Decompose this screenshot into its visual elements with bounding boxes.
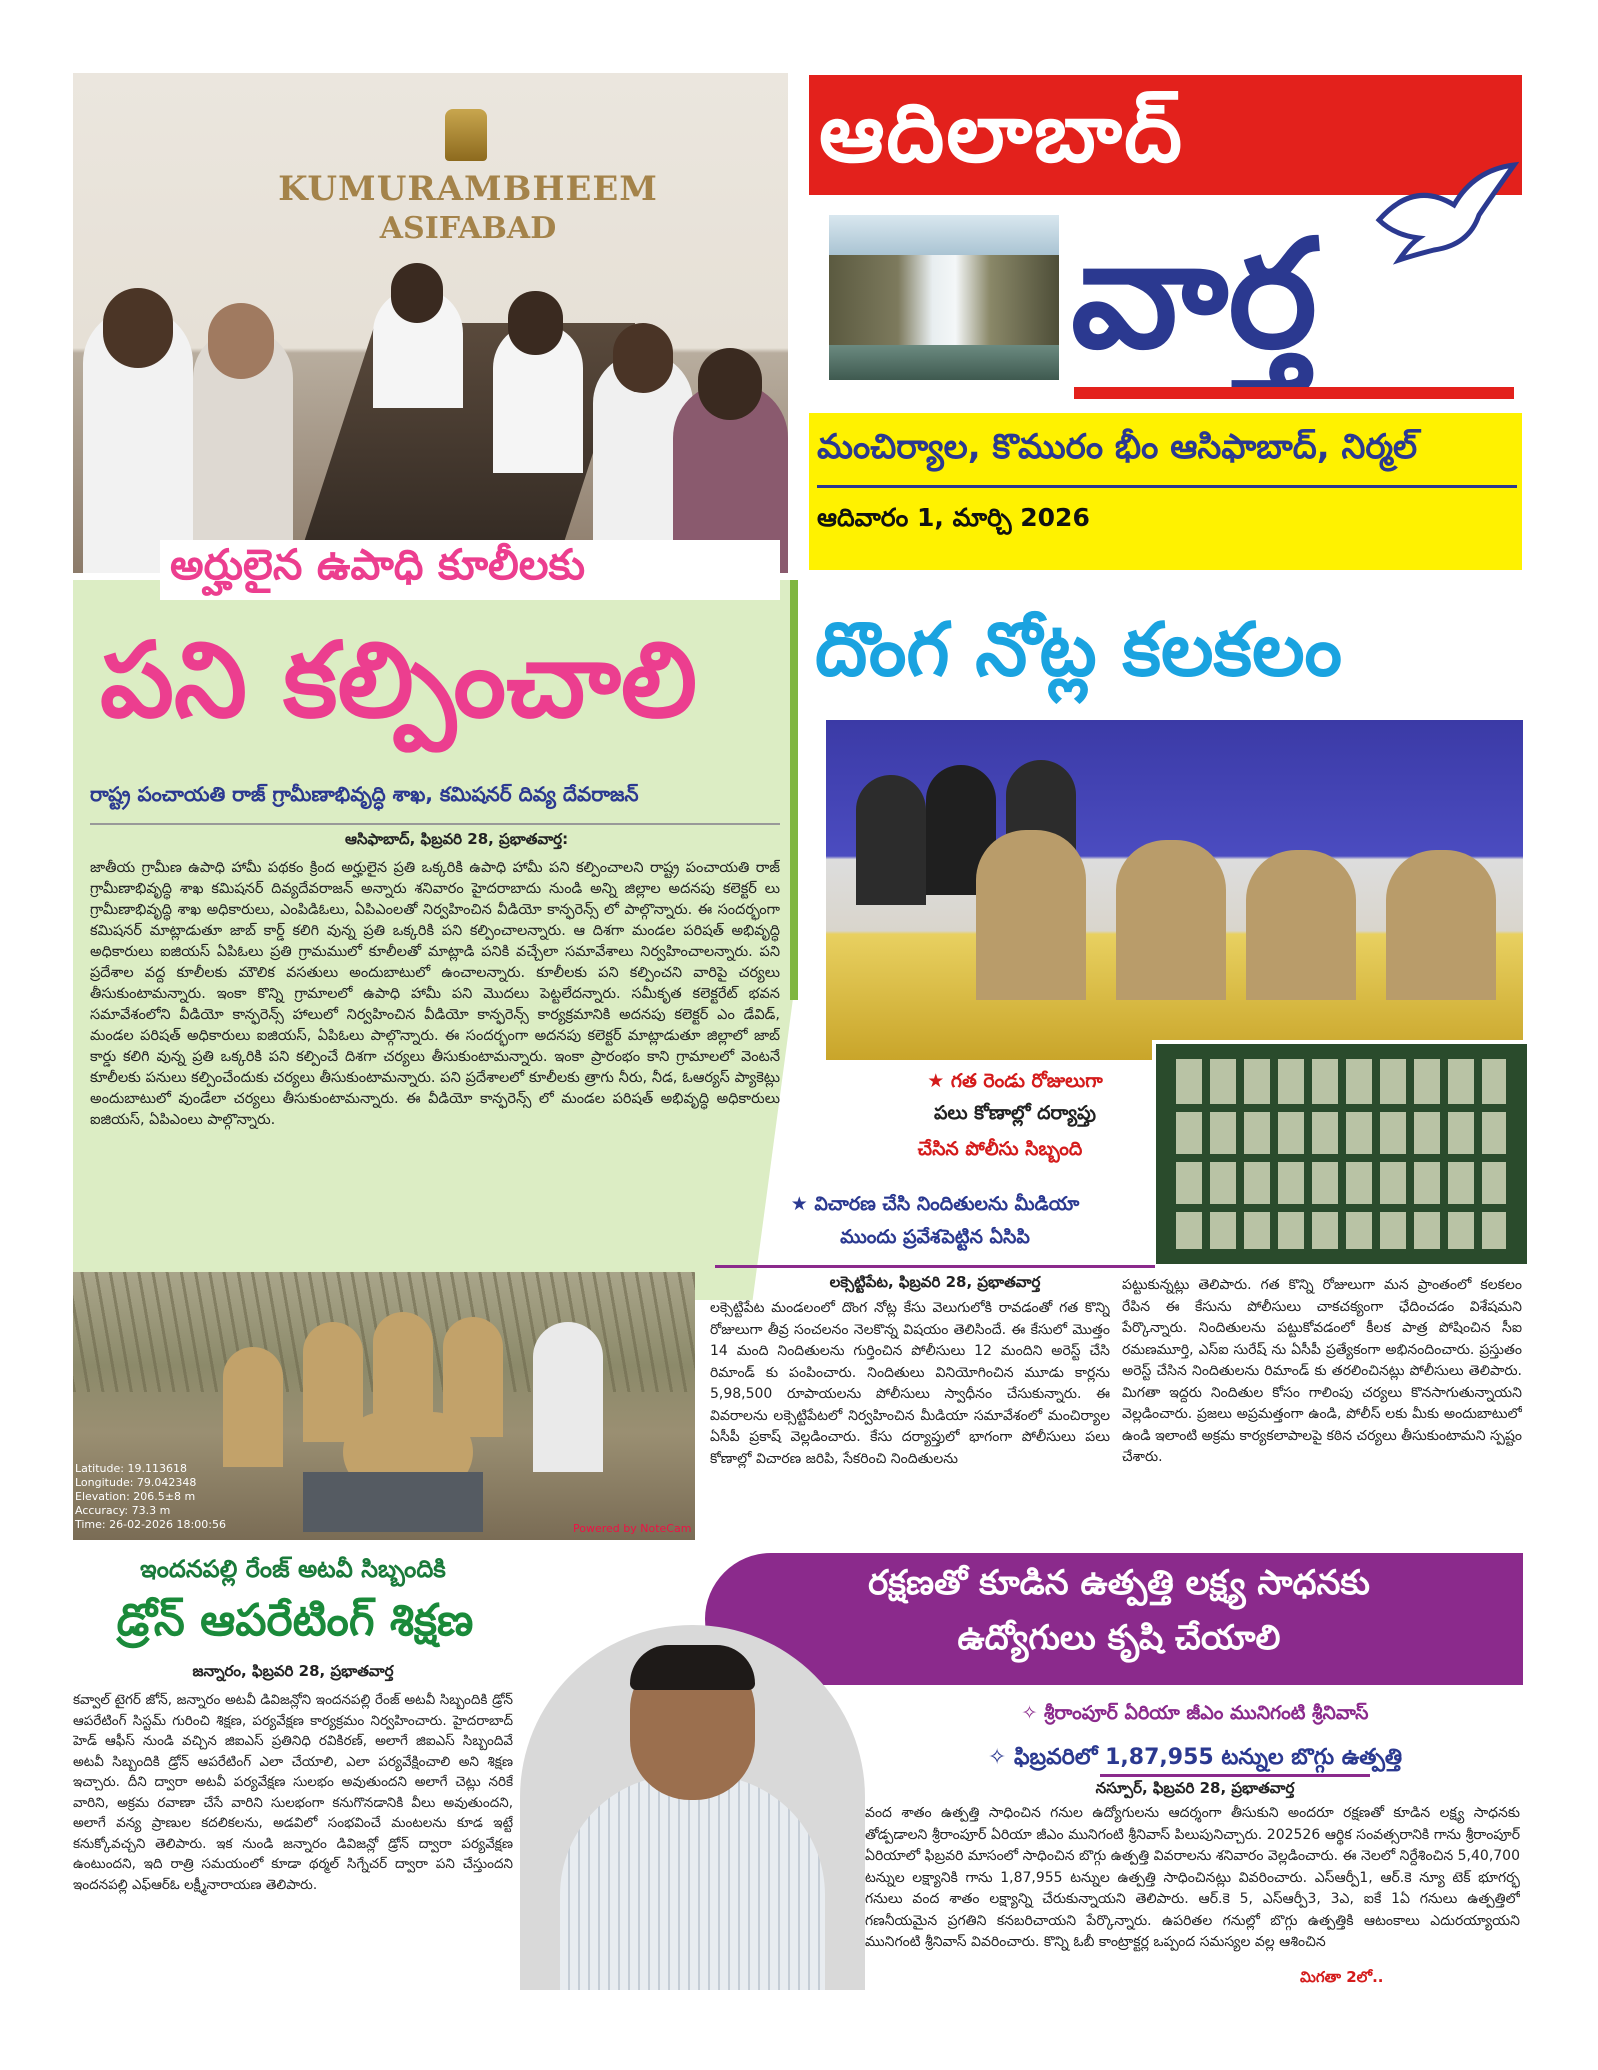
person (208, 303, 274, 379)
story1-kicker: అర్హులైన ఉపాధి కూలీలకు (160, 540, 780, 600)
wall-text-line2: ASIFABAD (379, 211, 557, 246)
meeting-photo (73, 73, 788, 573)
masthead-date: ఆదివారం 1, మార్చి 2026 (817, 503, 1090, 532)
person (103, 288, 173, 368)
gm-portrait-photo (520, 1625, 865, 1990)
wall-text-line1: KUMURAMBHEEM (278, 169, 658, 209)
masthead-districts: మంచిర్యాల, కొమురం భీం ఆసిఫాబాద్, నిర్మల్ (817, 427, 1418, 467)
person (533, 1322, 603, 1472)
story1-body: జాతీయ గ్రామీణ ఉపాధి హామీ పథకం క్రింద అర్హులైన ప్రతి ఒక్కరికి ఉపాధి హామీ పని కల్పించాలని రాష్ట్ర పంచాయతి రాజ్ గ్రామీణాభివృద్ధి శాఖ కమిషనర్ దివ్యదేవరాజన్ అన్నారు శనివారం హైదరాబాదు నుండి అన్ని జిల్లాల అదనపు కలెక్టర్ లు గ్రామీణాభివృద్ధి శాఖ అధికారులు, ఎంపిడిఓలు, ఏపిఎంలతో నిర్వహించిన వీడియో కాన్ఫరెన్స్ లో పాల్గొన్నారు. ఈ సందర్భంగా కమిషనర్ మాట్లాడుతూ జాబ్ కార్డ్ కలిగి వున్న ప్రతి ఒక్కరికి పని కల్పించాలన్నారు. ఆ దిశగా మండల పరిషత్ అభివృద్ధి అధికారులు ఐజియస్ ఏపిఓలు ప్రతి గ్రామములో కూలీలతో మాట్లాడి పనికి వచ్చేలా సమావేశాలు నిర్వహించాలన్నారు. పని ప్రదేశాల వద్ద కూలీలకు మౌలిక వసతులు అందుబాటులో ఉంచాలన్నారు. కూలీలకు పని కల్పించని వారిపై చర్యలు తీసుకుంటామన్నారు. ఇంకా కొన్ని గ్రామాలలో ఉపాధి హామీ పని మొదలు పెట్టలేదన్నారు. సమీకృత కలెక్టరేట్ భవన సమావేశంలోని వీడియో కాన్ఫరెన్స్ హాలులో నిర్వహించిన వీడియో కాన్ఫరెన్స్ కార్యక్రమానికి అదనపు కలెక్టర్ ఎం డేవిడ్, మండల పరిషత్ అధికారులు ఐజియస్, ఏపిఓలు పాల్గొన్నారు. ఈ సందర్భంగా అదనపు కలెక్టర్ మాట్లాడుతూ జిల్లాలో జాబ్ కార్డు కలిగి వున్న ప్రతి ఒక్కరికి పని కల్పించే దిశగా చర్యలు తీసుకుంటామన్నారు. ఇంకా ప్రారంభం కాని గ్రామాలలో వెంటనే కూలీలకు పనులు కల్పించేందుకు చర్యలు తీసుకుంటామన్నారు. పని ప్రదేశాలలో కూలీలకు త్రాగు నీరు, నీడ, ఓఆర్యస్ ప్యాకెట్లు అందుబాటులో వుండేలా చర్యలు తీసుకుంటామన్నారు. ఈ వీడియో కాన్ఫరెన్స్ లో మండల పరిషత్ అభివృద్ధి అధికారులు ఐజియస్, ఏపిఎంలు పాల్గొన్నారు. (90, 860, 780, 1128)
story4-headline-line2: ఉద్యోగులు కృషి చేయాలి (957, 1618, 1281, 1658)
story2-bullet2-line1: ★ విచారణ చేసి నిందితులను మీడియా (790, 1193, 1080, 1215)
masthead-red-rule (1074, 387, 1514, 399)
person (698, 348, 762, 420)
person (856, 775, 926, 905)
gps-line3: Elevation: 206.5±8 m (75, 1490, 196, 1503)
story1-border (790, 580, 798, 1000)
masthead-date-rule (817, 485, 1517, 488)
story4-continued: మిగతా 2లో.. (1300, 1968, 1384, 1986)
story1-dateline: ఆసిఫాబాద్, ఫిబ్రవరి 28, ప్రభాతవార్త: (345, 830, 569, 848)
person (223, 1347, 283, 1467)
person (391, 263, 443, 323)
story3-headline: డ్రోన్ ఆపరేటింగ్ శిక్షణ (116, 1595, 474, 1646)
story4-sub2: ✧ ఫిబ్రవరిలో 1,87,955 టన్నుల బొగ్గు ఉత్పత్తి (987, 1745, 1403, 1770)
person (613, 323, 673, 393)
story2-dateline: లక్సెట్టిపేట, ఫిబ్రవరి 28, ప్రభాతవార్త (829, 1273, 1041, 1291)
story3-body: కవ్వాల్ టైగర్ జోన్, జన్నారం అటవీ డివిజన్లోని ఇందనపల్లి రేంజ్ అటవీ సిబ్బందికి డ్రోన్ ఆపరేటింగ్ సిస్టమ్ గురించి శిక్షణ, పర్యవేక్షణ కార్యక్రమం నిర్వహించారు. హైదరాబాద్ హెడ్ ఆఫీస్ నుండి వచ్చిన జిఐఎస్ ప్రతినిధి రవికిరణ్, అలాగే జిఐఎస్ సిబ్బందివే అటవీ సిబ్బందికి డ్రోన్ ఆపరేటింగ్ ఎలా చేయాలి, ఎలా పర్యవేక్షించాలి అని శిక్షణ ఇచ్చారు. దీని ద్వారా అటవీ పర్యవేక్షణ సులభం అవుతుందని అలాగే చెట్లు నరికే వారిని, అక్రమ రవాణా చేసే వారిని సులభంగా కనుగొనడానికి వీలు అవుతుందని, అలాగే వన్య ప్రాణుల కదలికలను, అడవిలో సంభవించే మంటలను కూడ ఇట్టే కనుక్కోవచ్చని తెలిపారు. ఇక నుండి జన్నారం డివిజన్లో డ్రోన్ ద్వారా పర్యవేక్షణ ఉంటుందని, ఇది రాత్రి సమయంలో కూడా థర్మల్ సిగ్నేచర్ ద్వారా పని చేస్తుందని ఇందనపల్లి ఎఫ్ఆర్ఓ లక్ష్మీనారాయణ తెలిపారు. (73, 1692, 513, 1893)
gps-line2: Longitude: 79.042348 (75, 1476, 197, 1489)
story1-headline: పని కల్పించాలి (100, 619, 698, 741)
story2-rule (715, 1265, 1155, 1268)
person (508, 291, 563, 355)
person (1116, 840, 1226, 1000)
gps-line4: Accuracy: 73.3 m (75, 1504, 171, 1517)
masthead-title-top: ఆదిలాబాద్ (819, 86, 1184, 181)
person (1386, 850, 1496, 1000)
story4-dateline: నస్పూర్, ఫిబ్రవరి 28, ప్రభాతవార్త (1095, 1779, 1295, 1797)
seized-notes-photo (1152, 1040, 1531, 1268)
story4-headline-line1: రక్షణతో కూడిన ఉత్పత్తి లక్ష్య సాధనకు (868, 1563, 1370, 1603)
person (976, 830, 1086, 1000)
story2-bullet2-line2: ముందు ప్రవేశపెట్టిన ఏసిపి (840, 1226, 1030, 1248)
story2-bullet1-line3: చేసిన పోలీసు సిబ్బంది (917, 1138, 1083, 1160)
story2-body-col1: లక్సెట్టిపేట మండలంలో దొంగ నోట్ల కేసు వెలుగులోకి రావడంతో గత కొన్ని రోజులుగా తీవ్ర సంచలనం నెలకొన్న విషయం తెలిసిందే. ఈ కేసులో మొత్తం 14 మంది నిందితులను గుర్తించిన పోలీసులు 12 మందిని అరెస్ట్ చేసి రిమాండ్ కు పంపించారు. నిందితులు వినియోగించిన మూడు కార్లను 5,98,500 రూపాయలను పోలీసులు స్వాధీనం చేసుకున్నారు. ఈ వివరాలను లక్సెట్టిపేటలో నిర్వహించిన మీడియా సమావేశంలో మంచిర్యాల ఏసీపీ ప్రకాష్ వెల్లడించారు. కేసు దర్యాప్తులో భాగంగా పోలీసులు పలు కోణాల్లో విచారణ జరిపి, సేకరించి నిందితులను (710, 1300, 1110, 1467)
story4-body: వంద శాతం ఉత్పత్తి సాధించిన గనుల ఉద్యోగులను ఆదర్శంగా తీసుకుని అందరూ రక్షణతో కూడిన లక్ష్య సాధనకు తోడ్పడాలని శ్రీరాంపూర్ ఏరియా జీఎం మునిగంటి శ్రీనివాస్ పిలుపునిచ్చారు. 202526 ఆర్థిక సంవత్సరానికి గాను శ్రీరాంపూర్ ఏరియాలో ఫిబ్రవరి మాసంలో సాధించిన బొగ్గు ఉత్పత్తి వివరాలను శనివారం వెల్లడించారు. ఈ నెలలో నిర్దేశించిన 5,40,700 టన్నుల లక్ష్యానికి గాను 1,87,955 టన్నుల ఉత్పత్తి సాధించినట్లు వివరించారు. ఎస్ఆర్పీ1, ఆర్.కె న్యూ టెక్ భూగర్భ గనులు వంద శాతం లక్ష్యాన్ని చేరుకున్నాయని తెలిపారు. ఆర్.కె 5, ఎస్ఆర్పీ3, 3ఎ, ఐకే 1ఏ గనులు ఉత్పత్తిలో గణనీయమైన ప్రగతిని కనబరిచాయని పేర్కొన్నారు. ఉపరితల గనుల్లో బొగ్గు ఉత్పత్తికి ఆటంకాలు ఎదురయ్యాయని మునిగంటి శ్రీనివాస్ వివరించారు. కొన్ని ఓబీ కాంట్రాక్టర్ల ఒప్పంద సమస్యల వల్ల ఆశించిన (865, 1805, 1520, 1950)
story4-rule (1100, 1774, 1370, 1777)
story2-body-col2: పట్టుకున్నట్లు తెలిపారు. గత కొన్ని రోజులుగా మన ప్రాంతంలో కలకలం రేపిన ఈ కేసును పోలీసులు చాకచక్యంగా ఛేదించడం విశేషమని పేర్కొన్నారు. నిందితులను పట్టుకోవడంలో కీలక పాత్ర పోషించిన సీఐ రమణమూర్తి, ఎస్ఐ సురేష్ ను ఏసీపీ ప్రత్యేకంగా అభినందించారు. ప్రస్తుతం అరెస్ట్ చేసిన నిందితులను రిమాండ్ కు తరలించినట్లు పోలీసులు తెలిపారు. మిగతా ఇద్దరు నిందితుల కోసం గాలింపు చర్యలు కొనసాగుతున్నాయని వెల్లడించారు. ప్రజలు అప్రమత్తంగా ఉండి, పోలీస్ లకు మీకు అందుబాటులో ఉండి ఇలాంటి అక్రమ కార్యకలాపాలపై కఠిన చర్యలు తీసుకుంటామని స్పష్టం చేశారు. (1122, 1277, 1522, 1465)
emblem-icon (445, 109, 487, 161)
waterfall-photo (829, 215, 1059, 380)
drone-case (303, 1472, 483, 1532)
masthead (809, 75, 1522, 570)
masthead-title-main: వార్త (1071, 208, 1318, 382)
story1-subhead: రాష్ట్ర పంచాయతి రాజ్ గ్రామీణాభివృద్ధి శాఖ, కమిషనర్ దివ్య దేవరాజన్ (90, 782, 639, 806)
gps-line5: Time: 26-02-2026 18:00:56 (75, 1518, 226, 1531)
story3-kicker: ఇందనపల్లి రేంజ్ అటవీ సిబ్బందికి (140, 1555, 446, 1583)
police-media-photo (826, 720, 1523, 1060)
drone-training-photo (73, 1272, 695, 1540)
story2-headline: దొంగ నోట్ల కలకలం (815, 607, 1343, 693)
gps-line1: Latitude: 19.113618 (75, 1462, 187, 1475)
person (560, 1775, 825, 1990)
photo-watermark: Powered by NoteCam (573, 1522, 692, 1535)
story4-sub1: ✧ శ్రీరాంపూర్ ఏరియా జీఎం మునిగంటి శ్రీనివాస్ (1021, 1702, 1369, 1724)
person (1246, 850, 1356, 1000)
conference-table (291, 323, 635, 573)
story2-bullet1-line1: ★ గత రెండు రోజులుగా (927, 1070, 1103, 1092)
person (630, 1645, 755, 1690)
story2-bullet1-line2: పలు కోణాల్లో దర్యాప్తు (933, 1102, 1097, 1124)
story3-dateline: జన్నారం, ఫిబ్రవరి 28, ప్రభాతవార్త (192, 1662, 394, 1680)
story1-subhead-rule (90, 823, 780, 825)
